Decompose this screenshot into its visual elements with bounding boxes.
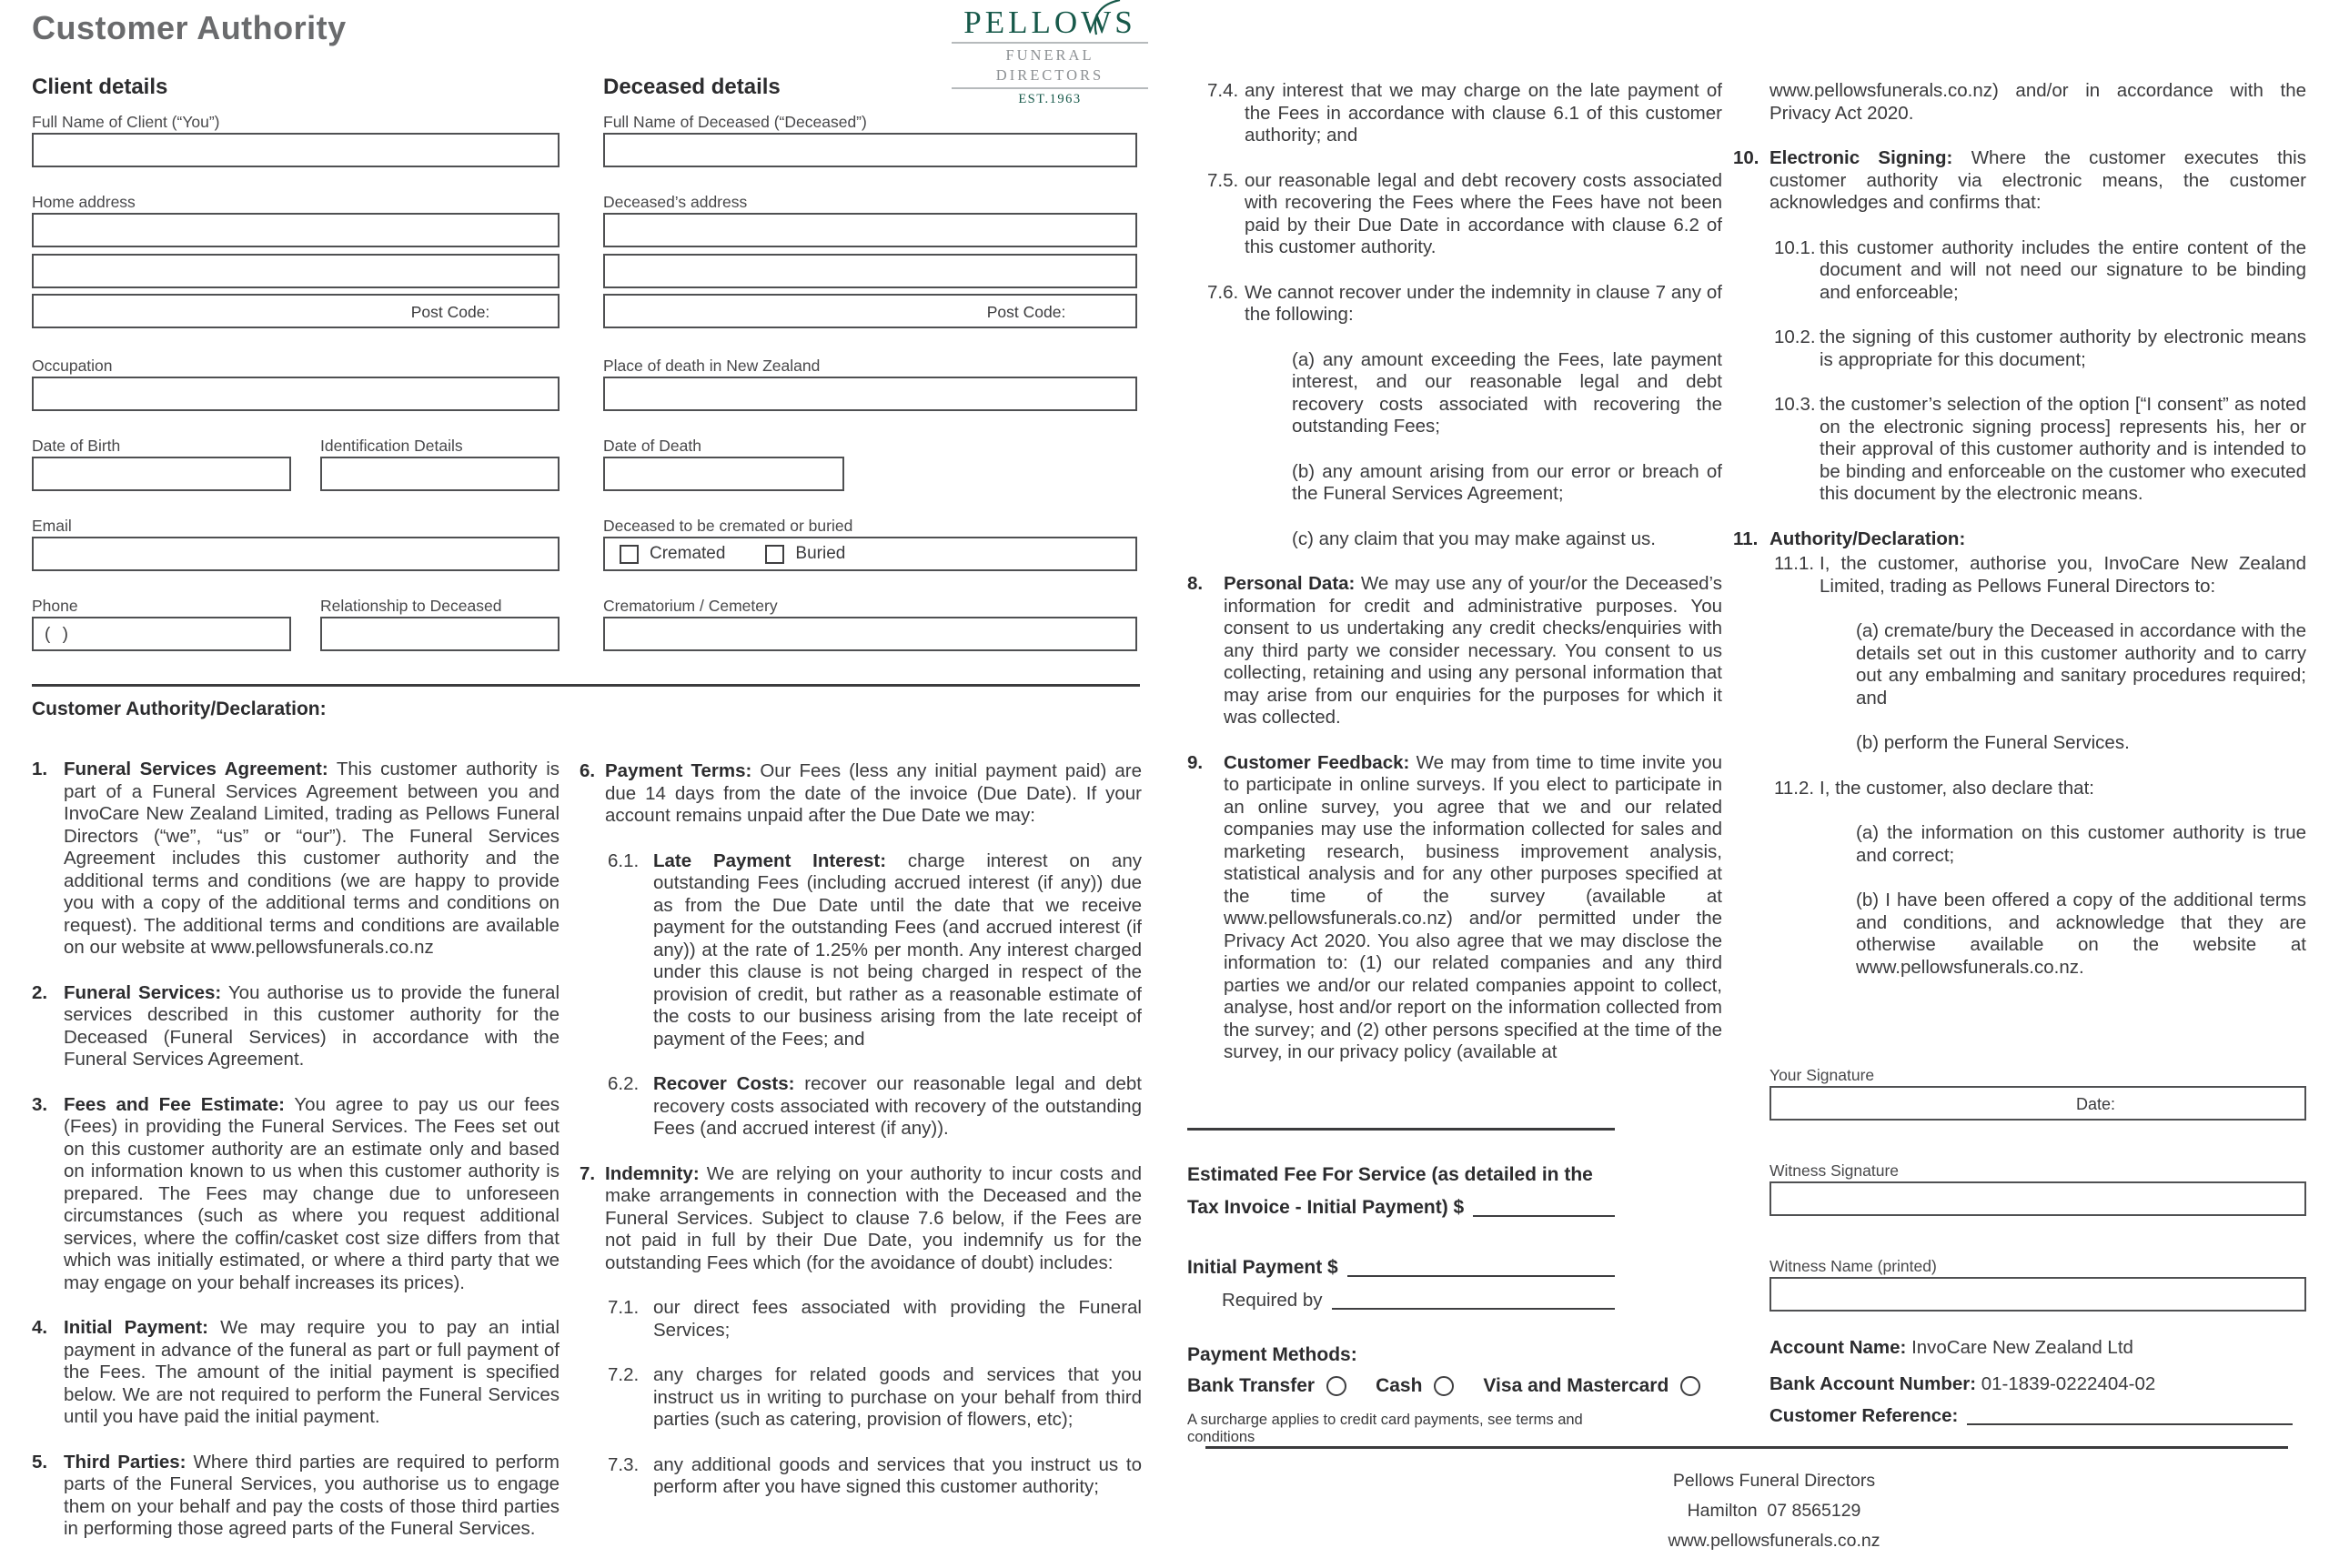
clause-9: 9. Customer Feedback: We may from time to time invite you to participate in online surveys. If you elect to participate in an online survey, you agree that we and our related companies may use the information collected for sales and marketing research, business improvement analysis, statistical analysis and for any other purposes specified at the time of the survey (available at www.pellowsfunerals.co.nz) and/or permitted under the Privacy Act 2020. You also agree that we may disclose the information to: (1) our related companies and any third parties we and/or our related companies appoint to collect, analyse, host and/or report on the information collected from the survey; and (2) other persons specified at the time of the survey, in our privacy policy (available at — [1187, 751, 1722, 1062]
witness-signature-field[interactable] — [1769, 1181, 2306, 1216]
logo-divider-top — [952, 42, 1148, 44]
client-home-address-label: Home address — [32, 193, 136, 211]
client-post-code-label: Post Code: — [410, 303, 490, 321]
clause-7-6-c: (c) any claim that you may make against us. — [1292, 528, 1656, 549]
witness-signature-label: Witness Signature — [1769, 1161, 1900, 1180]
bank-transfer-radio[interactable] — [1326, 1376, 1346, 1396]
cash-radio[interactable] — [1434, 1376, 1454, 1396]
buried-checkbox-label: Buried — [795, 544, 846, 563]
crematorium-cemetery-label: Crematorium / Cemetery — [603, 597, 778, 615]
estimated-fee-amount-field[interactable] — [1473, 1195, 1615, 1217]
clause-7-5: 7.5. our reasonable legal and debt recovery costs associated with recovering the Fees where the Fees have not been paid by their Due Date in accordance with clause 6.2 of this customer authority. — [1207, 169, 1722, 257]
clause-11: 11. Authority/Declaration: — [1733, 528, 1966, 549]
logo-divider-bottom — [952, 87, 1148, 89]
client-dob-input[interactable] — [32, 457, 291, 491]
buried-checkbox[interactable] — [765, 545, 784, 564]
payment-methods-row — [1187, 1375, 1700, 1397]
client-email-label: Email — [32, 517, 72, 535]
visa-mastercard-label: Visa and Mastercard — [1483, 1375, 1669, 1396]
clause-9-continuation: www.pellowsfunerals.co.nz) and/or in accordance with the Privacy Act 2020. — [1769, 80, 2306, 124]
client-details-heading: Client details — [32, 75, 168, 99]
client-phone-value: ( ) — [45, 625, 72, 644]
footer-divider — [1205, 1446, 2288, 1449]
bank-account-number-line: Bank Account Number: 01-1839-0222404-02 — [1769, 1373, 2156, 1394]
clause-7-6-a: (a) any amount exceeding the Fees, late payment interest, and our reasonable legal and debt recovery costs associated with recovering the outstanding Fees; — [1292, 348, 1722, 437]
clause-1: 1. Funeral Services Agreement: This customer authority is part of a Funeral Services Agreement between you and InvoCare New Zealand Limited, trading as Pellows Funeral Directors (“we”, “us” or “our”). The Funeral Services Agreement includes this customer authority and the additional terms and conditions (we are happy to provide you with a copy of the additional terms and conditions on request). The additional terms and conditions are available on our website at www.pellowsfunerals.co.nz — [32, 759, 560, 958]
place-of-death-input[interactable] — [603, 377, 1137, 411]
visa-mastercard-radio[interactable] — [1680, 1376, 1700, 1396]
initial-payment-amount-field[interactable] — [1347, 1255, 1615, 1277]
declaration-column-4 — [1733, 80, 2306, 1001]
date-of-death-input[interactable] — [603, 457, 844, 491]
clause-2: 2. Funeral Services: You authorise us to provide the funeral services described in this customer authority for the Deceased (Funeral Services) in accordance with the Funeral Services Agreement. — [32, 981, 560, 1070]
date-label: Date: — [2076, 1095, 2116, 1113]
deceased-address-label: Deceased’s address — [603, 193, 748, 211]
fee-block-divider — [1187, 1128, 1615, 1131]
client-id-details-input[interactable] — [320, 457, 560, 491]
clause-5: 5. Third Parties: Where third parties are required to perform parts of the Funeral Services, you authorise us to engage them on your behalf and pay the costs of those third parties in performing those agreed parts of the Funeral Services. — [32, 1451, 560, 1539]
cremated-checkbox[interactable] — [620, 545, 639, 564]
clause-10-2: 10.2. the signing of this customer authority by electronic means is appropriate for this document; — [1774, 327, 2306, 370]
clause-8: 8. Personal Data: We may use any of your/or the Deceased’s information for credit and administrative purposes. You consent to us undertaking any credit checks/enquiries with any third party we consider necessary. You consent to us collecting, retaining and using any personal information that may arise from our enquiries for the purposes for which it was collected. — [1187, 573, 1722, 728]
required-by-line: Required by — [1222, 1288, 1615, 1312]
estimated-fee-line2: Tax Invoice - Initial Payment) $ — [1187, 1195, 1615, 1219]
clause-10: 10. Electronic Signing: Where the customer executes this customer authority via electronic means, the customer acknowledges and confirms that: — [1733, 147, 2306, 213]
surcharge-note: A surcharge applies to credit card payments, see terms and conditions — [1187, 1412, 1583, 1445]
cremated-checkbox-label: Cremated — [650, 544, 726, 563]
client-full-name-input[interactable] — [32, 133, 560, 167]
clause-11-1-b: (b) perform the Funeral Services. — [1856, 732, 2130, 753]
customer-reference-field[interactable] — [1967, 1403, 2293, 1425]
client-phone-label: Phone — [32, 597, 78, 615]
page-title: Customer Authority — [32, 9, 347, 46]
clause-11-2-b: (b) I have been offered a copy of the additional terms and conditions, and acknowledge that they are otherwise available on the website at www.pellowsfunerals.co.nz. — [1856, 890, 2306, 978]
place-of-death-label: Place of death in New Zealand — [603, 357, 821, 375]
clause-11-2: 11.2. I, the customer, also declare that: — [1774, 777, 2094, 799]
client-id-details-label: Identification Details — [320, 437, 463, 455]
declaration-column-3 — [1187, 80, 1722, 1087]
cremated-or-buried-group — [603, 537, 1137, 571]
footer-company: Pellows Funeral Directors — [1672, 1471, 1876, 1491]
deceased-details-heading: Deceased details — [603, 75, 781, 99]
clause-11-2-a: (a) the information on this customer authority is true and correct; — [1856, 822, 2306, 866]
client-occupation-label: Occupation — [32, 357, 113, 375]
deceased-address-line2-input[interactable] — [603, 254, 1137, 288]
witness-name-label: Witness Name (printed) — [1769, 1257, 1937, 1275]
deceased-address-line1-input[interactable] — [603, 213, 1137, 247]
crematorium-cemetery-input[interactable] — [603, 617, 1137, 651]
pellows-logo — [952, 5, 1148, 107]
declaration-heading: Customer Authority/Declaration: — [32, 699, 327, 719]
clause-6-2: 6.2. Recover Costs: recover our reasonable legal and debt recovery costs associated with recovery of the outstanding Fees (and accrued interest (if any)). — [608, 1073, 1142, 1139]
clause-7: 7. Indemnity: We are relying on your authority to incur costs and make arrangements in connection with the Deceased and the Funeral Services. Subject to clause 7.6 below, if the Fees are not paid in full by their Due Date, you indemnify us for the outstanding Fees which (for the avoidance of doubt) includes: — [580, 1162, 1142, 1273]
cremated-or-buried-label: Deceased to be cremated or buried — [603, 517, 853, 535]
fee-block — [1187, 1128, 1669, 1492]
deceased-full-name-label: Full Name of Deceased (“Deceased”) — [603, 113, 867, 131]
clause-11-1: 11.1. I, the customer, authorise you, InvoCare New Zealand Limited, trading as Pellows Funeral Directors to: — [1774, 553, 2306, 597]
client-relationship-input[interactable] — [320, 617, 560, 651]
logo-brand-text: PELLOWS — [963, 5, 1136, 40]
client-address-line1-input[interactable] — [32, 213, 560, 247]
account-name-line: Account Name: InvoCare New Zealand Ltd — [1769, 1337, 2133, 1358]
bank-transfer-label: Bank Transfer — [1187, 1375, 1316, 1396]
footer-website: www.pellowsfunerals.co.nz — [1668, 1531, 1880, 1551]
leaf-swash-icon — [1075, 0, 1123, 37]
declaration-column-2 — [580, 760, 1142, 1522]
initial-payment-line: Initial Payment $ — [1187, 1255, 1615, 1279]
client-address-line3-input[interactable] — [32, 294, 560, 328]
customer-reference-line: Customer Reference: — [1769, 1403, 2293, 1427]
client-occupation-input[interactable] — [32, 377, 560, 411]
clause-4: 4. Initial Payment: We may require you to pay an intial payment in advance of the funeral as part or full payment of the Fees. The amount of the initial payment is specified below. We are not required to perform the Funeral Services until you have paid the initial payment. — [32, 1317, 560, 1427]
clause-7-6: 7.6. We cannot recover under the indemnity in clause 7 any of the following: — [1207, 281, 1722, 325]
clause-6: 6. Payment Terms: Our Fees (less any initial payment paid) are due 14 days from the date of the invoice (Due Date). If your account remains unpaid after the Due Date we may: — [580, 760, 1142, 826]
payment-methods-heading: Payment Methods: — [1187, 1344, 1357, 1365]
clause-7-6-b: (b) any amount arising from our error or breach of the Funeral Services Agreement; — [1292, 460, 1722, 504]
client-email-input[interactable] — [32, 537, 560, 571]
cash-label: Cash — [1376, 1375, 1423, 1396]
clause-6-1: 6.1. Late Payment Interest: charge interest on any outstanding Fees (including accrued interest (if any)) due as from the Due Date until the date that we receive payment for the outstanding Fees (and accrued interest (if any)) at the rate of 1.25% per month. Any interest charged under this clause is not being charged in respect of the provision of credit, but rather as a reasonable estimate of the costs to our business arising from the late receipt of payment of the Fees; and — [608, 849, 1142, 1050]
your-signature-field[interactable] — [1769, 1086, 2306, 1121]
clause-11-1-a: (a) cremate/bury the Deceased in accordance with the details set out in this customer authority and to carry out any embalming and sanitary procedures required; and — [1856, 620, 2306, 709]
witness-name-field[interactable] — [1769, 1277, 2306, 1312]
client-phone-input[interactable] — [32, 617, 291, 651]
client-full-name-label: Full Name of Client (“You”) — [32, 113, 220, 131]
deceased-address-line3-input[interactable] — [603, 294, 1137, 328]
required-by-field[interactable] — [1332, 1288, 1615, 1310]
clause-7-3: 7.3. any additional goods and services that you instruct us to perform after you have signed this customer authority; — [608, 1453, 1142, 1497]
estimated-fee-line1: Estimated Fee For Service (as detailed in the — [1187, 1164, 1593, 1185]
clause-7-4: 7.4. any interest that we may charge on the late payment of the Fees in accordance with clause 6.1 of this customer authority; and — [1207, 80, 1722, 146]
date-of-death-label: Date of Death — [603, 437, 701, 455]
client-address-line2-input[interactable] — [32, 254, 560, 288]
clause-7-1: 7.1. our direct fees associated with providing the Funeral Services; — [608, 1297, 1142, 1341]
clause-7-2: 7.2. any charges for related goods and services that you instruct us in writing to purchase on your behalf from third parties (such as catering, provision of flowers, etc); — [608, 1364, 1142, 1430]
deceased-full-name-input[interactable] — [603, 133, 1137, 167]
footer-phone: Hamilton 07 8565129 — [1687, 1501, 1861, 1521]
footer — [1483, 1466, 2065, 1556]
your-signature-label: Your Signature — [1769, 1066, 1875, 1084]
deceased-post-code-label: Post Code: — [986, 303, 1066, 321]
clause-10-3: 10.3. the customer’s selection of the option [“I consent” as noted on the electronic signing process] represents his, her or their approval of this customer authority and is intended to be binding and enforceable on the customer who executed this document by the electronic means. — [1774, 394, 2306, 504]
client-relationship-label: Relationship to Deceased — [320, 597, 502, 615]
clause-3: 3. Fees and Fee Estimate: You agree to pay us our fees (Fees) in providing the Funeral Services. The Fees set out on this customer authority are an estimate only and based on information known to us when this customer authority is prepared. The Fees may change due to unforeseen circumstances (such as where you request additional services, where the coffin/casket cost size differs from that which was initially estimated, or where a third party that we may engage on your behalf increases its prices). — [32, 1093, 560, 1293]
form-section-divider — [32, 684, 1140, 687]
logo-tagline: FUNERAL DIRECTORS — [995, 46, 1104, 84]
logo-established: EST.1963 — [1018, 92, 1082, 106]
declaration-column-1 — [32, 699, 560, 1563]
clause-10-1: 10.1. this customer authority includes the entire content of the document and will not need our signature to be binding and enforceable; — [1774, 236, 2306, 303]
client-dob-label: Date of Birth — [32, 437, 121, 455]
